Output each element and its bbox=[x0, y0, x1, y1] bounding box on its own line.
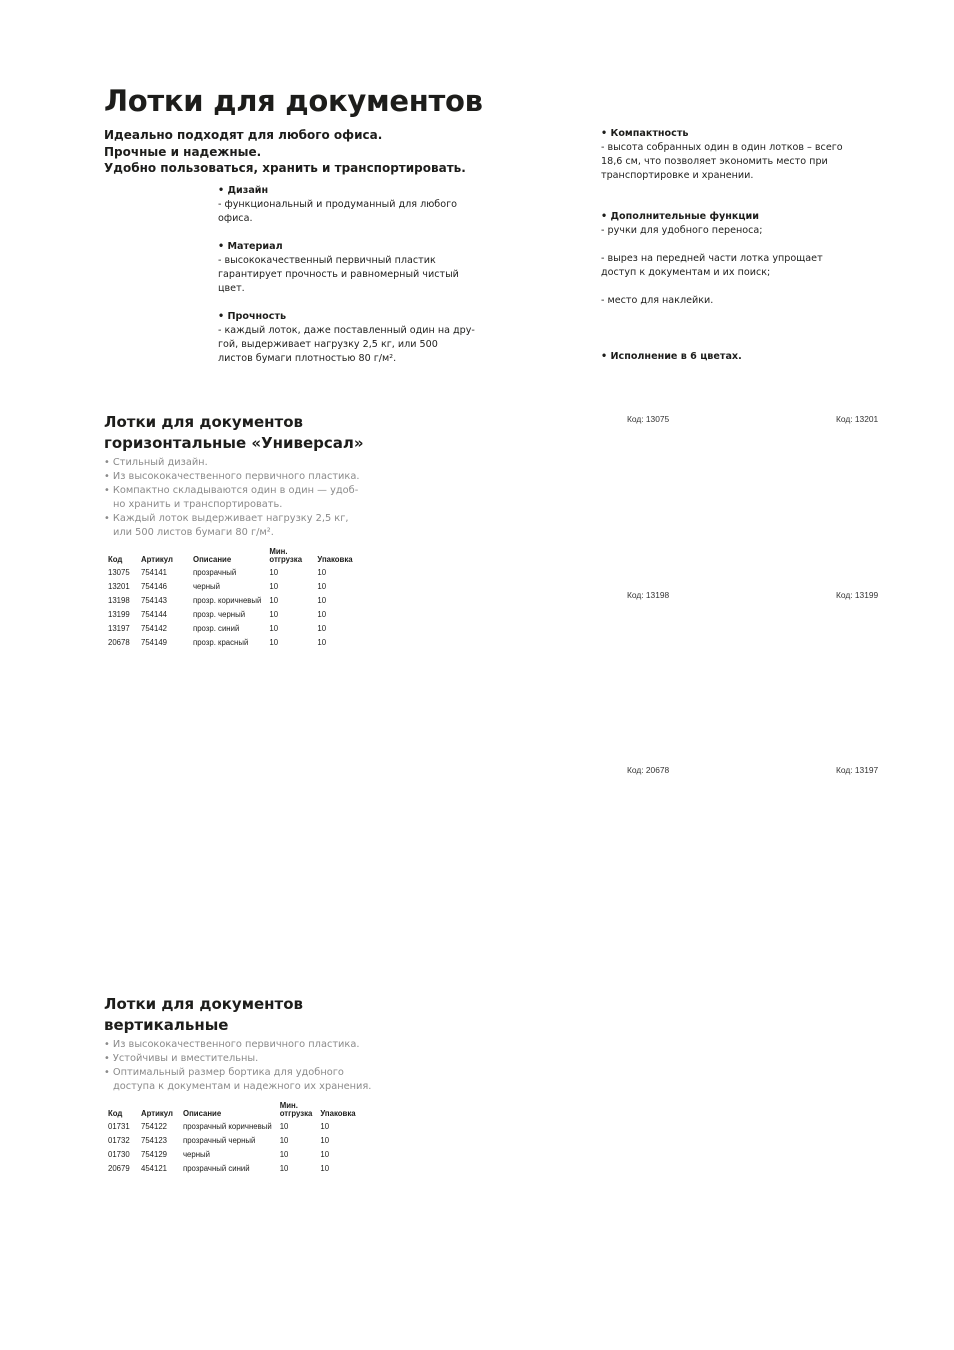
cell-min-shipment: 10 bbox=[279, 1150, 289, 1159]
cell-article: 754146 bbox=[141, 582, 168, 591]
cell-min-shipment: 10 bbox=[279, 1136, 289, 1145]
feature-title: • Дополнительные функции bbox=[601, 211, 759, 222]
intro-line: Идеально подходят для любого офиса. bbox=[104, 128, 383, 142]
cell-min-shipment: 10 bbox=[279, 1122, 289, 1131]
feature-title: • Исполнение в 6 цветах. bbox=[601, 351, 742, 362]
intro-block bbox=[104, 127, 524, 177]
cell-code: 13201 bbox=[108, 582, 130, 591]
col-code: Код bbox=[108, 555, 123, 564]
col-article: Артикул bbox=[141, 555, 173, 564]
table-row bbox=[108, 1162, 364, 1176]
cell-description: прозрачный черный bbox=[183, 1136, 256, 1145]
cell-code: 13197 bbox=[108, 624, 130, 633]
col-code: Код bbox=[108, 1109, 123, 1118]
cell-description: прозр. черный bbox=[193, 610, 246, 619]
feature-title: • Компактность bbox=[601, 128, 689, 139]
cell-package: 10 bbox=[320, 1150, 330, 1159]
cell-min-shipment: 10 bbox=[269, 596, 279, 605]
cell-code: 01731 bbox=[108, 1122, 130, 1131]
cell-description: прозрачный bbox=[193, 568, 237, 577]
cell-package: 10 bbox=[317, 582, 327, 591]
feature-title: • Материал bbox=[218, 241, 283, 252]
table-row bbox=[108, 594, 361, 608]
cell-min-shipment: 10 bbox=[279, 1164, 289, 1173]
feature-text: - ручки для удобного переноса; - вырез на передней части лотка упрощает доступ к документам и их поиск; - место для наклейки. bbox=[601, 225, 823, 306]
bullet-item: • Компактно складываются один в один — удоб- но хранить и транспортировать. bbox=[104, 485, 359, 510]
page-title: Лотки для документов bbox=[104, 84, 483, 118]
cell-article: 754122 bbox=[141, 1122, 168, 1131]
feature-text: - каждый лоток, даже поставленный один на дру- гой, выдерживает нагрузку 2,5 кг, или 500 листов бумаги плотностью 80 г/м². bbox=[218, 325, 475, 364]
intro-line: Удобно пользоваться, хранить и транспортировать. bbox=[104, 161, 466, 175]
table-row bbox=[108, 580, 361, 594]
col-min-shipment: Мин. отгрузка bbox=[269, 547, 303, 564]
col-min-shipment: Мин. отгрузка bbox=[279, 1101, 313, 1118]
cell-article: 754142 bbox=[141, 624, 168, 633]
bullet-item: • Стильный дизайн. bbox=[104, 457, 208, 468]
cell-min-shipment: 10 bbox=[269, 624, 279, 633]
horizontal-table bbox=[108, 548, 361, 650]
table-row bbox=[108, 608, 361, 622]
intro-line: Прочные и надежные. bbox=[104, 144, 262, 159]
table-row bbox=[108, 566, 361, 580]
vertical-table bbox=[108, 1102, 364, 1176]
cell-code: 13199 bbox=[108, 610, 130, 619]
cell-description: прозр. синий bbox=[193, 624, 240, 633]
product-code: Код: 13199 bbox=[836, 590, 879, 600]
cell-code: 20679 bbox=[108, 1164, 130, 1173]
col-package: Упаковка bbox=[317, 555, 353, 564]
feature-text: - высококачественный первичный пластик гарантирует прочность и равномерный чистый цвет. bbox=[218, 255, 459, 294]
bullet-item: • Оптимальный размер бортика для удобного доступа к документам и надежного их хранения. bbox=[104, 1067, 372, 1092]
cell-article: 754143 bbox=[141, 596, 168, 605]
table-row bbox=[108, 636, 361, 650]
col-package: Упаковка bbox=[320, 1109, 356, 1118]
vertical-bullets bbox=[104, 1038, 374, 1094]
cell-description: прозрачный коричневый bbox=[183, 1122, 272, 1131]
feature-colors bbox=[601, 350, 861, 364]
cell-min-shipment: 10 bbox=[269, 638, 279, 647]
feature-strength bbox=[218, 310, 478, 366]
feature-title: • Дизайн bbox=[218, 185, 269, 196]
table-row bbox=[108, 1134, 364, 1148]
table-row bbox=[108, 1148, 364, 1162]
cell-min-shipment: 10 bbox=[269, 568, 279, 577]
table-header-row bbox=[108, 548, 361, 566]
cell-code: 13075 bbox=[108, 568, 130, 577]
cell-description: прозрачный синий bbox=[183, 1164, 250, 1173]
horizontal-title: Лотки для документов горизонтальные «Универсал» bbox=[104, 413, 364, 452]
feature-text: - функциональный и продуманный для любого офиса. bbox=[218, 199, 458, 224]
table-row bbox=[108, 622, 361, 636]
cell-article: 754149 bbox=[141, 638, 168, 647]
feature-text: - высота собранных один в один лотков – всего 18,6 см, что позволяет экономить место при транспортировке и хранении. bbox=[601, 142, 843, 181]
product-code: Код: 13075 bbox=[627, 414, 670, 424]
cell-description: прозр. коричневый bbox=[193, 596, 262, 605]
product-code: Код: 13198 bbox=[627, 590, 670, 600]
cell-min-shipment: 10 bbox=[269, 582, 279, 591]
cell-package: 10 bbox=[320, 1122, 330, 1131]
bullet-item: • Устойчивы и вместительны. bbox=[104, 1053, 259, 1064]
product-code: Код: 13197 bbox=[836, 765, 879, 775]
cell-article: 754123 bbox=[141, 1136, 168, 1145]
cell-package: 10 bbox=[317, 596, 327, 605]
horizontal-bullets bbox=[104, 456, 374, 540]
cell-package: 10 bbox=[317, 638, 327, 647]
cell-code: 01730 bbox=[108, 1150, 130, 1159]
cell-article: 754144 bbox=[141, 610, 168, 619]
cell-package: 10 bbox=[317, 610, 327, 619]
product-code: Код: 20678 bbox=[627, 765, 670, 775]
cell-code: 01732 bbox=[108, 1136, 130, 1145]
bullet-item: • Из высококачественного первичного пластика. bbox=[104, 1039, 360, 1050]
cell-package: 10 bbox=[317, 568, 327, 577]
feature-design bbox=[218, 184, 478, 226]
cell-article: 754141 bbox=[141, 568, 168, 577]
cell-description: черный bbox=[183, 1150, 210, 1159]
cell-code: 20678 bbox=[108, 638, 130, 647]
feature-material bbox=[218, 240, 478, 296]
cell-min-shipment: 10 bbox=[269, 610, 279, 619]
cell-article: 454121 bbox=[141, 1164, 168, 1173]
col-article: Артикул bbox=[141, 1109, 173, 1118]
cell-package: 10 bbox=[320, 1136, 330, 1145]
table-header-row bbox=[108, 1102, 364, 1120]
bullet-item: • Каждый лоток выдерживает нагрузку 2,5 кг, или 500 листов бумаги 80 г/м². bbox=[104, 513, 349, 538]
cell-package: 10 bbox=[320, 1164, 330, 1173]
feature-compact bbox=[601, 127, 861, 183]
feature-extra bbox=[601, 210, 861, 308]
cell-description: черный bbox=[193, 582, 220, 591]
col-description: Описание bbox=[193, 555, 232, 564]
cell-description: прозр. красный bbox=[193, 638, 249, 647]
feature-title: • Прочность bbox=[218, 311, 287, 322]
cell-package: 10 bbox=[317, 624, 327, 633]
cell-code: 13198 bbox=[108, 596, 130, 605]
table-row bbox=[108, 1120, 364, 1134]
product-code: Код: 13201 bbox=[836, 414, 879, 424]
col-description: Описание bbox=[183, 1109, 222, 1118]
cell-article: 754129 bbox=[141, 1150, 168, 1159]
vertical-title: Лотки для документов вертикальные bbox=[104, 995, 303, 1034]
bullet-item: • Из высококачественного первичного пластика. bbox=[104, 471, 360, 482]
